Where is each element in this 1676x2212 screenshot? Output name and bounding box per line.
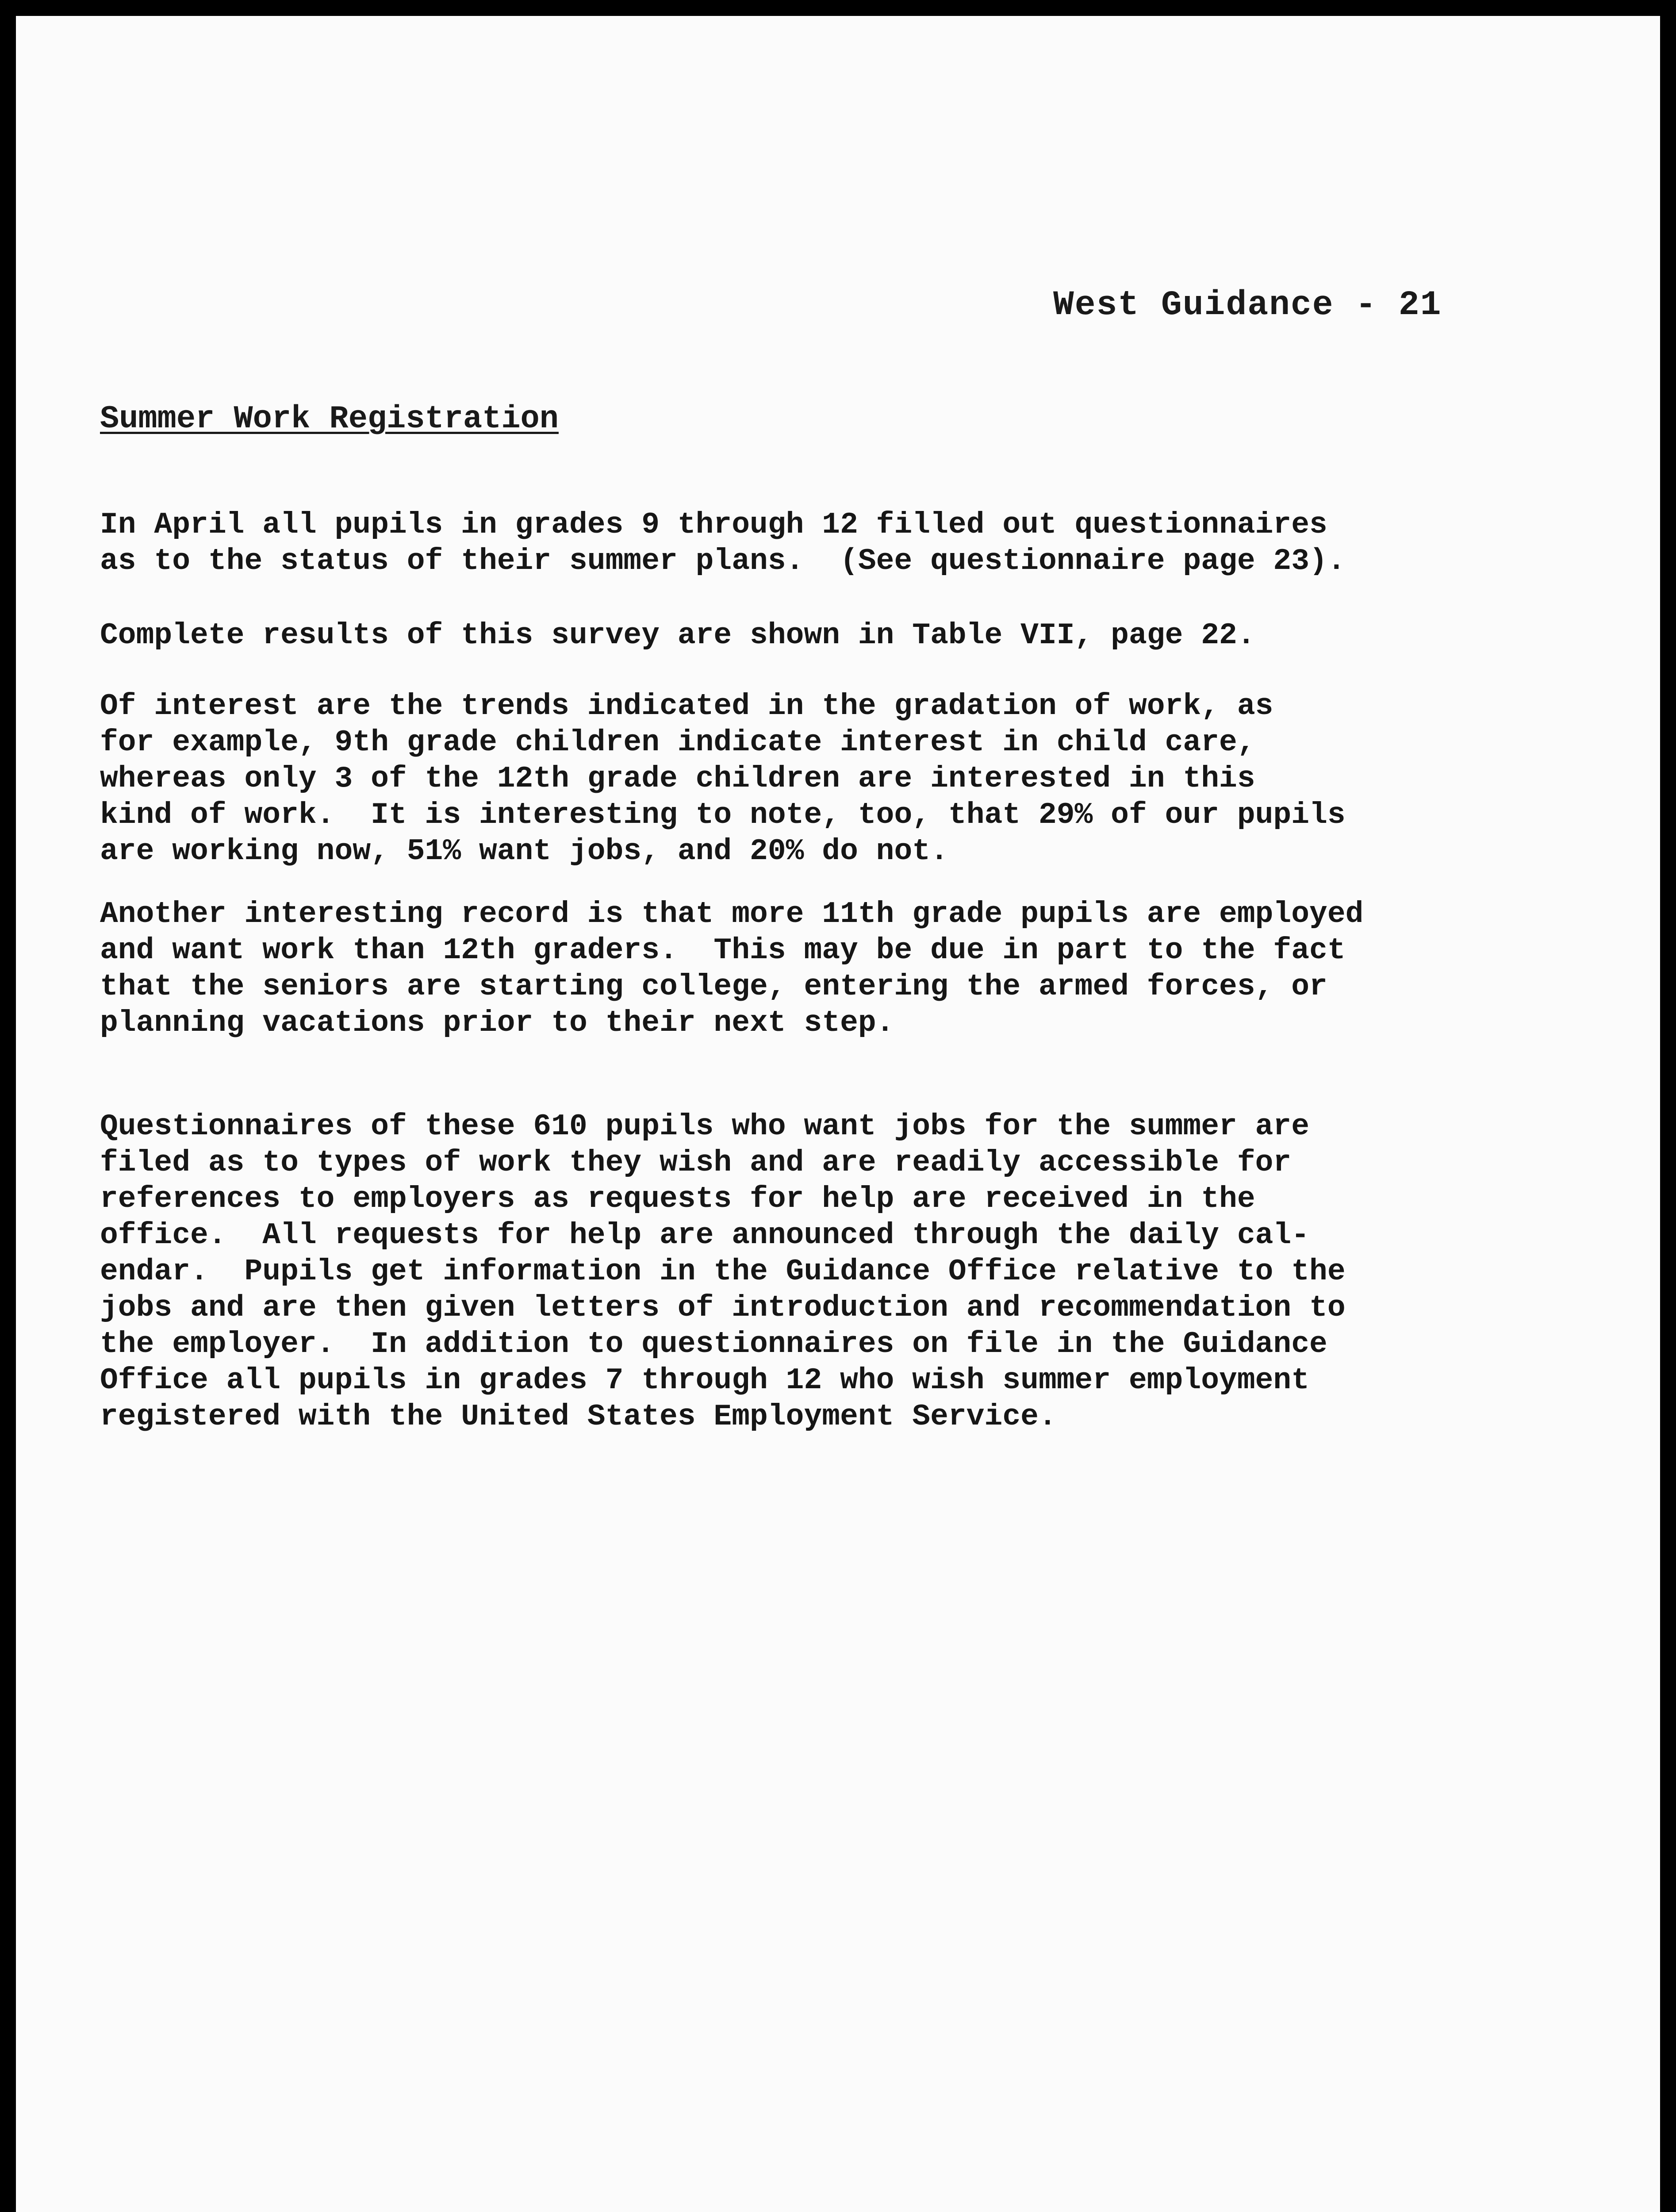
paragraph-2: Complete results of this survey are shown in Table VII, page 22. bbox=[100, 618, 1255, 653]
document-page bbox=[16, 16, 1660, 2212]
paragraph-4: Another interesting record is that more 11th grade pupils are employed and want work than 12th graders. This may be due in part to the fact that the seniors are starting college, entering the armed forces, or planning vacations prior to their next step. bbox=[100, 897, 1364, 1040]
page-header: West Guidance - 21 bbox=[1053, 286, 1442, 325]
section-title: Summer Work Registration bbox=[100, 401, 559, 437]
paragraph-5: Questionnaires of these 610 pupils who want jobs for the summer are filed as to types of work they wish and are readily accessible for references to employers as requests for help are received in the office. All requests for help are announced through the daily cal- endar. Pupils get information in the Guidance Office relative to the jobs and are then given letters of introduction and recommendation to the employer. In addition to questionnaires on file in the Guidance Office all pupils in grades 7 through 12 who wish summer employment registered with the United States Employment Service. bbox=[100, 1110, 1346, 1434]
paragraph-1: In April all pupils in grades 9 through 12 filled out questionnaires as to the status of their summer plans. (See questionnaire page 23). bbox=[100, 508, 1346, 578]
paragraph-3: Of interest are the trends indicated in the gradation of work, as for example, 9th grade children indicate interest in child care, whereas only 3 of the 12th grade children are interested in this kind of work. It is interesting to note, too, that 29% of our pupils are working now, 51% want jobs, and 20% do not. bbox=[100, 689, 1346, 868]
